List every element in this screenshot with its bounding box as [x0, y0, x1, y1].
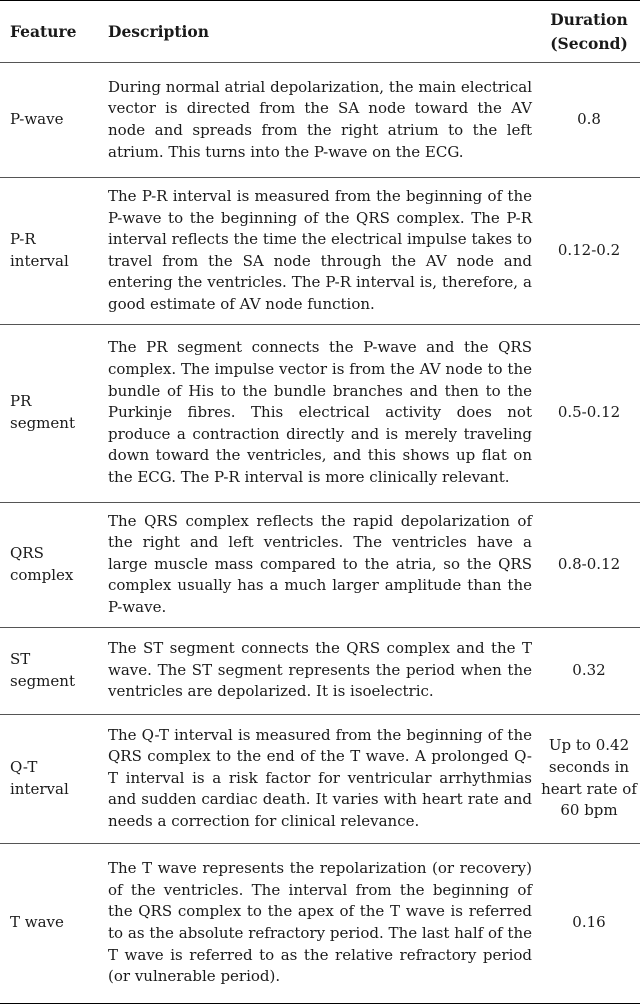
description-cell: The ST segment connects the QRS complex and the T wave. The ST segment represents the period when the ventricles are depolarized. It is isoelectric.	[108, 639, 532, 701]
header-duration-line1: Duration	[550, 9, 628, 29]
table-row	[0, 627, 640, 714]
table-header	[0, 1, 640, 63]
duration-cell: 0.12-0.2	[557, 240, 621, 259]
description-cell: During normal atrial depolarization, the main electrical vector is directed from the SA node toward the AV node and spreads from the right atrium to the left atrium. This turns into the P-wave on the ECG.	[108, 77, 532, 161]
table-row	[0, 714, 640, 843]
table-body	[0, 63, 640, 1004]
duration-cell: Up to 0.42 seconds in heart rate of 60 bpm	[541, 736, 637, 820]
duration-cell: 0.32	[572, 660, 606, 679]
feature-cell: ST segment	[10, 649, 75, 690]
table-row	[0, 843, 640, 1003]
description-cell: The P-R interval is measured from the beginning of the P-wave to the beginning of the QRS complex. The P-R interval reflects the time the electrical impulse takes to travel from the SA node through the AV node and entering the ventricles. The P-R interval is, therefore, a good estimate of AV node function.	[108, 187, 532, 313]
duration-cell: 0.5-0.12	[557, 403, 621, 422]
feature-cell: P-R interval	[10, 230, 69, 270]
table-row	[0, 178, 640, 325]
header-feature: Feature	[10, 22, 77, 41]
feature-cell: QRS complex	[10, 543, 74, 584]
header-description: Description	[108, 22, 210, 41]
table-row	[0, 324, 640, 502]
header-row	[0, 1, 640, 63]
table-row	[0, 502, 640, 627]
feature-cell: P-wave	[10, 110, 64, 129]
duration-cell: 0.16	[572, 913, 606, 932]
description-cell: The Q-T interval is measured from the beginning of the QRS complex to the end of the T wave. A prolonged Q-T interval is a risk factor for ventricular arrhythmias and sudden cardiac death. It varies with heart rate and needs a correction for clinical relevance.	[108, 725, 532, 830]
duration-cell: 0.8	[577, 110, 601, 129]
header-duration-line2: (Second)	[550, 33, 628, 53]
feature-cell: PR segment	[10, 392, 75, 433]
description-cell: The QRS complex reflects the rapid depolarization of the right and left ventricles. The ventricles have a large muscle mass compared to the atria, so the QRS complex usually has a much larger amplitude than the P-wave.	[108, 511, 532, 616]
duration-cell: 0.8-0.12	[557, 554, 621, 573]
description-cell: The T wave represents the repolarization (or recovery) of the ventricles. The interval from the beginning of the QRS complex to the apex of the T wave is referred to as the absolute refractory period. The last half of the T wave is referred to as the relative refractory period (or vulnerable period).	[108, 859, 532, 986]
feature-cell: T wave	[10, 913, 64, 932]
feature-cell: Q-T interval	[10, 757, 69, 798]
table-row	[0, 63, 640, 178]
header-duration	[538, 1, 640, 63]
description-cell: The PR segment connects the P-wave and the QRS complex. The impulse vector is from the AV node to the bundle of His to the bundle branches and then to the Purkinje fibres. This electrical activity does not produce a contraction directly and is merely traveling down toward the ventricles, and this shows up flat on the ECG. The P-R interval is more clinically relevant.	[108, 338, 532, 487]
